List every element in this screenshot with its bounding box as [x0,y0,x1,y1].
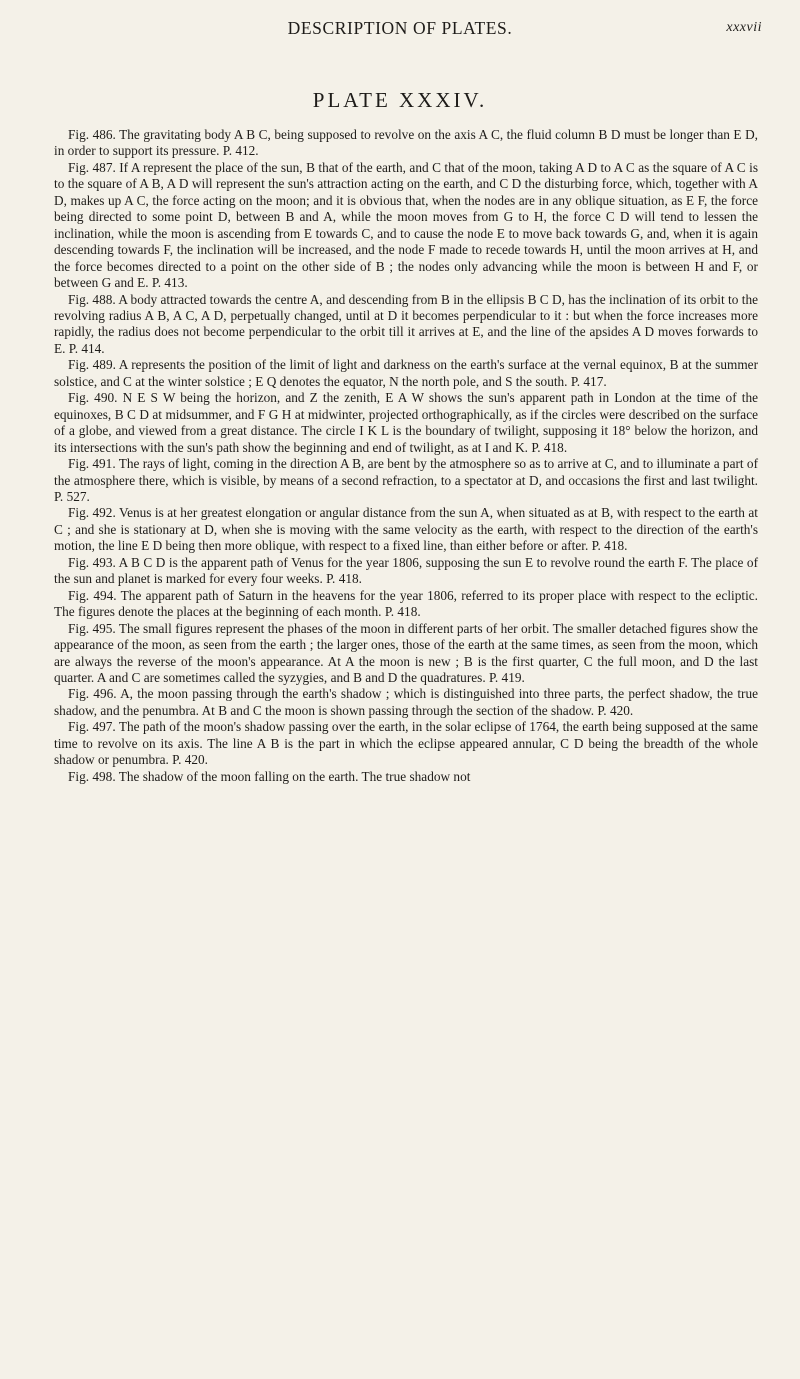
plate-title: PLATE XXXIV. [312,88,488,112]
fig-494-description: Fig. 494. The apparent path of Saturn in the heavens for the year 1806, referred to its proper place with respect to the ecliptic. The figures denote the places at the beginning of each month. P. 418. [54,587,758,620]
fig-488-description: Fig. 488. A body attracted towards the centre A, and descending from B in the ellipsis B C D, has the inclination of its orbit to the revolving radius A B, A C, A D, perpetually changed, until at D it becomes perpendicular to it : but when the force increases more rapidly, the radius does not become perpendicular to the orbit till it arrives at E, and the line of the apsides A D moves forwards to E. P. 414. [54,291,758,356]
fig-490-description: Fig. 490. N E S W being the horizon, and Z the zenith, E A W shows the sun's apparent path in London at the time of the equinoxes, B C D at midsummer, and F G H at midwinter, projected orthographically, as if the circles were described on the surface of a globe, and viewed from a great distance. The circle I K L is the boundary of twilight, supposing it 18° below the horizon, and its intersections with the sun's path show the beginning and end of twilight, as at I and K. P. 418. [54,390,758,455]
fig-493-description: Fig. 493. A B C D is the apparent path of Venus for the year 1806, supposing the sun E to revolve round the earth F. The place of the sun and planet is marked for every four weeks. P. 418. [54,554,758,587]
running-title: DESCRIPTION OF PLATES. [287,18,513,38]
plate-descriptions [54,127,758,785]
fig-495-description: Fig. 495. The small figures represent the phases of the moon in different parts of her orbit. The smaller detached figures show the appearance of the moon, as seen from the earth ; the larger ones, those of the earth at the same times, as seen from the moon, which are always the reverse of the moon's appearance. At A the moon is new ; B is the first quarter, C the full moon, and D the last quarter. A and C are sometimes called the syzygies, and B and D the quadratures. P. 419. [54,620,758,685]
fig-486-description: Fig. 486. The gravitating body A B C, being supposed to revolve on the axis A C, the fluid column B D must be longer than E D, in order to support its pressure. P. 412. [54,127,758,159]
fig-492-description: Fig. 492. Venus is at her greatest elongation or angular distance from the sun A, when situated as at B, with respect to the earth at C ; and she is stationary at D, when she is moving with the same velocity as the earth, with respect to the direction of the earth's motion, the line E D being then more oblique, with respect to a fixed line, than either before or after. P. 418. [54,505,758,554]
fig-487-description: Fig. 487. If A represent the place of the sun, B that of the earth, and C that of the moon, taking A D to A C as the square of A C is to the square of A B, A D will represent the sun's attraction acting on the earth, and C D the disturbing force, which, together with A D, makes up A C, the force acting on the moon; and it is obvious that, when the nodes are in any oblique situation, as E F, the force being directed to some point D, between B and A, while the moon moves from G to H, the force C D will tend to lessen the inclination, while the moon is ascending from E towards C, and to cause the node E to move back towards G, and, when it is again descending towards F, the inclination will be increased, and the node F made to recede towards H, until the moon arrives at H, and the force becomes directed to a point on the other side of B ; the nodes only advancing while the moon is between H and F, or between G and E. P. 413. [54,159,758,291]
fig-489-description: Fig. 489. A represents the position of the limit of light and darkness on the earth's surface at the vernal equinox, B at the summer solstice, and C at the winter solstice ; E Q denotes the equator, N the north pole, and S the south. P. 417. [54,357,758,389]
fig-496-description: Fig. 496. A, the moon passing through the earth's shadow ; which is distinguished into three parts, the perfect shadow, the true shadow, and the penumbra. At B and C the moon is shown passing through the section of the shadow. P. 420. [54,686,758,718]
fig-491-description: Fig. 491. The rays of light, coming in the direction A B, are bent by the atmosphere so as to arrive at C, and to illuminate a part of the atmosphere there, which is visible, by means of a second refraction, to a spectator at D, and occasions the first and last twilight. P. 527. [54,456,758,504]
fig-497-description: Fig. 497. The path of the moon's shadow passing over the earth, in the solar eclipse of 1764, the earth being supposed at the same time to revolve on its axis. The line A B is the part in which the eclipse appeared annular, C D being the breadth of the whole shadow or penumbra. P. 420. [54,719,758,768]
fig-498-description: Fig. 498. The shadow of the moon falling on the earth. The true shadow not [68,768,471,784]
page-number: xxxvii [726,20,762,35]
running-head [0,12,800,42]
